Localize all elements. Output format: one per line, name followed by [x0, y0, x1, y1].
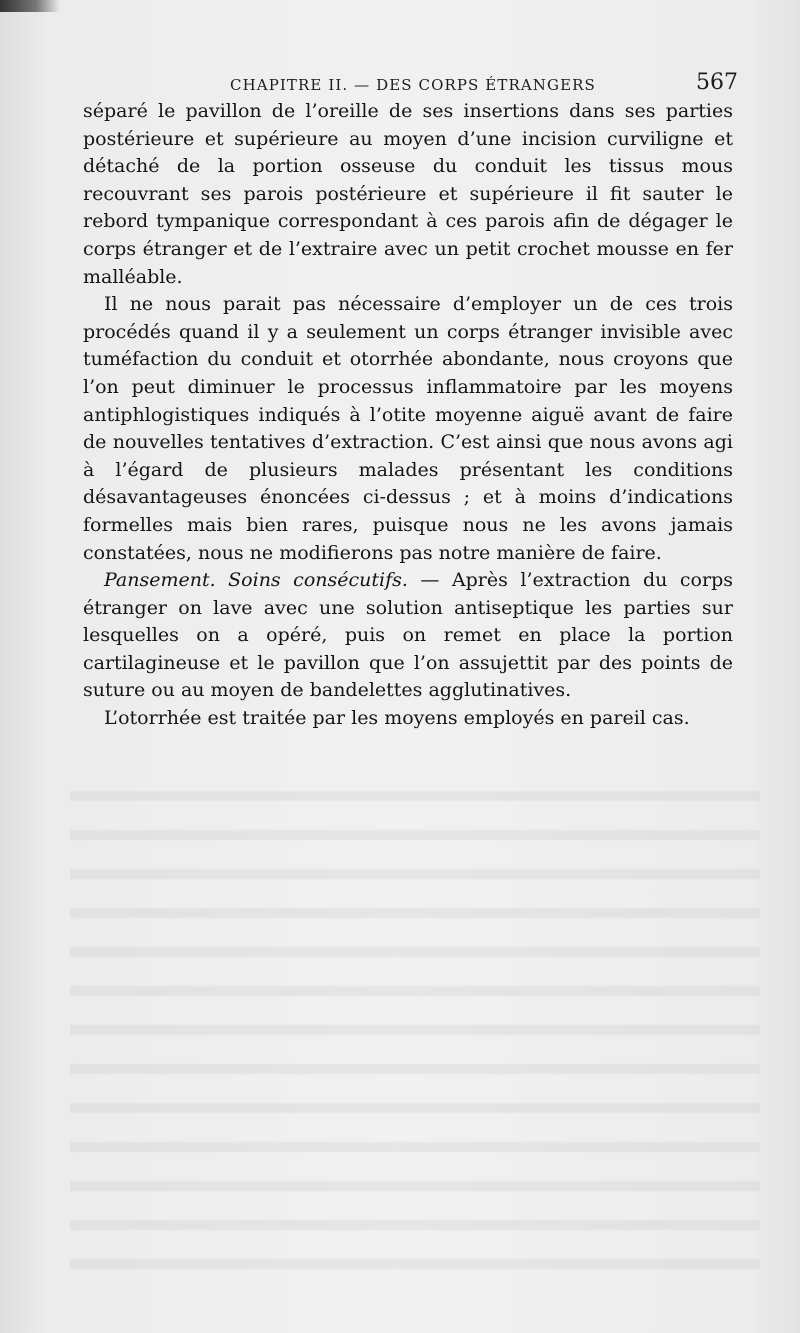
paragraph-1	[83, 98, 733, 291]
bleed-through-shadow	[70, 770, 760, 1290]
paragraph-text: séparé le pavillon de l’oreille de ses insertions dans ses parties postérieure et supérieure au moyen d’une incision curviligne et détaché de la portion osseuse du conduit les tissus mous recouvrant ses parois postérieure et supérieure il fit sauter le rebord tympanique correspondant à ces parois afin de dégager le corps étranger et de l’extraire avec un petit crochet mousse en fer malléable.	[83, 100, 733, 288]
paragraph-2	[83, 291, 733, 567]
paragraph-4	[83, 705, 733, 733]
page-number: 567	[696, 70, 738, 95]
running-head: CHAPITRE II. — DES CORPS ÉTRANGERS	[230, 76, 596, 94]
scan-corner-mark	[0, 0, 60, 12]
body-text	[83, 98, 733, 733]
paragraph-text: Il ne nous parait pas nécessaire d’employer un de ces trois procédés quand il y a seulement un corps étranger invisible avec tuméfaction du conduit et otorrhée abondante, nous croyons que l’on peut diminuer le processus inflammatoire par les moyens antiphlogistiques indiqués à l’otite moyenne aiguë avant de faire de nouvelles tentatives d’extraction. C’est ainsi que nous avons agi à l’égard de plusieurs malades présentant les conditions désavantageuses énoncées ci-dessus ; et à moins d’indications formelles mais bien rares, puisque nous ne les avons jamais constatées, nous ne modifierons pas notre manière de faire.	[83, 293, 733, 564]
paragraph-3	[83, 567, 733, 705]
paragraph-text: L’otorrhée est traitée par les moyens employés en pareil cas.	[104, 707, 690, 730]
section-lead: Pansement. Soins consécutifs.	[104, 569, 408, 592]
paragraph-text: — Après l’extraction du corps étranger on lave avec une solution antiseptique les parties sur lesquelles on a opéré, puis on remet en place la portion cartilagineuse et le pavillon que l’on assujettit par des points de suture ou au moyen de bandelettes agglutinatives.	[83, 569, 733, 702]
